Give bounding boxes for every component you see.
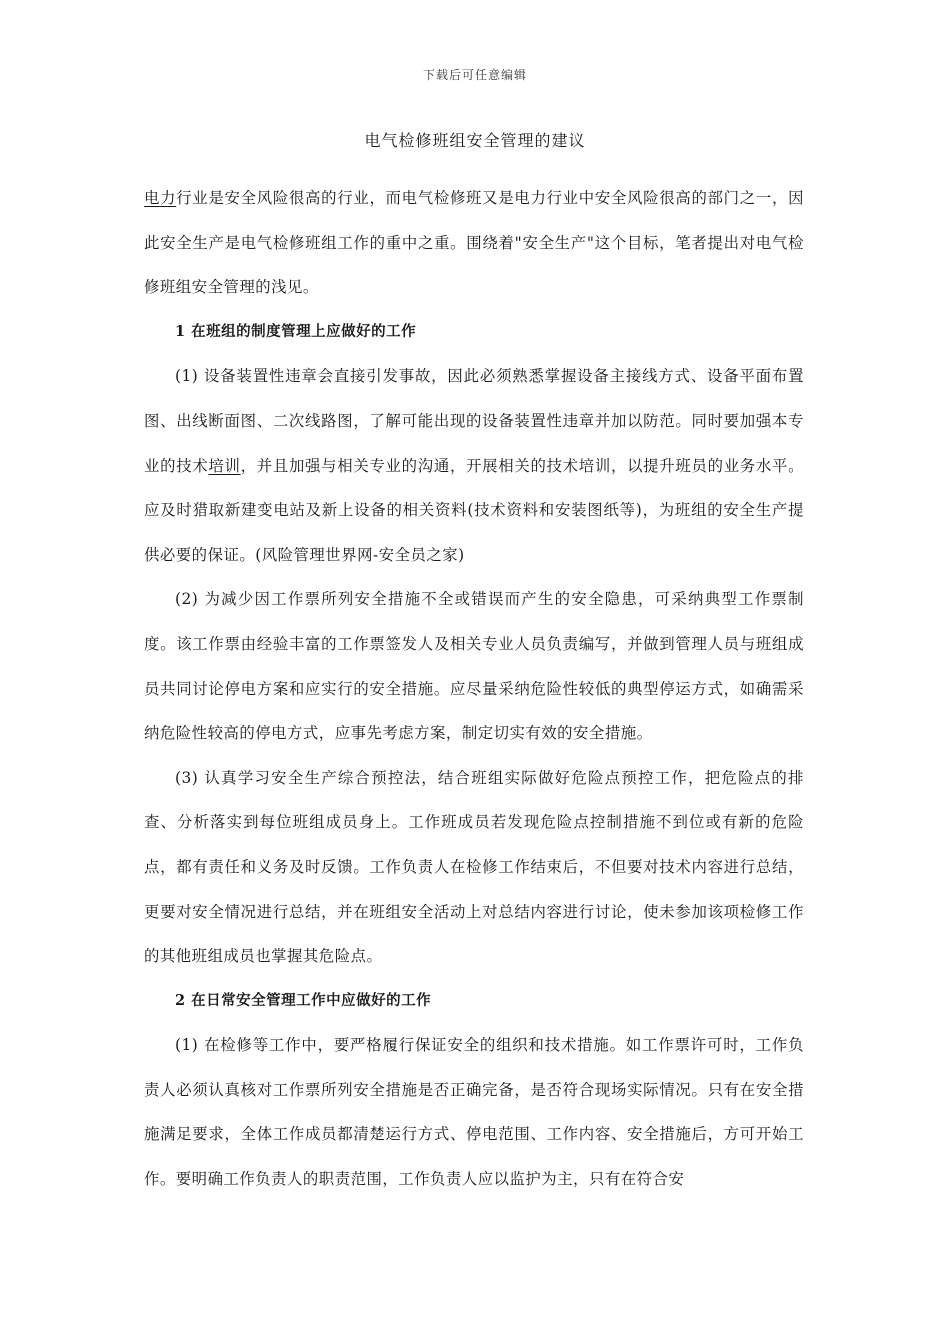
section-1-paragraph-1-text-a: (1) 设备装置性违章会直接引发事故，因此必须熟悉掌握设备主接线方式、设备平面布置图、出线断面图、二次线路图，了解可能出现的设备装置性违章并加以防范。同时要加强本专业的技术: [144, 367, 804, 475]
document-body: [144, 176, 804, 1202]
section-2-paragraph-1: (1) 在检修等工作中，要严格履行保证安全的组织和技术措施。如工作票许可时，工作负责人必须认真核对工作票所列安全措施是否正确完备，是否符合现场实际情况。只有在安全措施满足要求，全体工作成员都清楚运行方式、停电范围、工作内容、安全措施后，方可开始工作。要明确工作负责人的职责范围，工作负责人应以监护为主，只有在符合安: [144, 1036, 804, 1189]
section-1-paragraph-1: [144, 354, 804, 577]
section-2-heading: 2 在日常安全管理工作中应做好的工作: [175, 991, 432, 1009]
intro-text: 行业是安全风险很高的行业，而电气检修班又是电力行业中安全风险很高的部门之一，因此安全生产是电气检修班组工作的重中之重。围绕着"安全生产"这个目标，笔者提出对电气检修班组安全管理的浅见。: [144, 189, 804, 297]
training-link[interactable]: 培训: [208, 456, 241, 475]
intro-paragraph: [144, 176, 804, 310]
header-note: 下载后可任意编辑: [422, 68, 527, 82]
section-1-paragraph-3: (3) 认真学习安全生产综合预控法，结合班组实际做好危险点预控工作，把危险点的排查、分析落实到每位班组成员身上。工作班成员若发现危险点控制措施不到位或有新的危险点，都有责任和义务及时反馈。工作负责人在检修工作结束后，不但要对技术内容进行总结，更要对安全情况进行总结，并在班组安全活动上对总结内容进行讨论，使未参加该项检修工作的其他班组成员也掌握其危险点。: [144, 768, 804, 966]
section-1-heading: 1 在班组的制度管理上应做好的工作: [175, 322, 417, 340]
intro-link[interactable]: 电力: [144, 189, 177, 207]
section-1-paragraph-1-text-b: ，并且加强与相关专业的沟通，开展相关的技术培训，以提升班员的业务水平。应及时猎取新建变电站及新上设备的相关资料(技术资料和安装图纸等)，为班组的安全生产提供必要的保证。(风险管理世界网-安全员之家): [144, 456, 804, 564]
section-1-paragraph-2: (2) 为减少因工作票所列安全措施不全或错误而产生的安全隐患，可采纳典型工作票制度。该工作票由经验丰富的工作票签发人及相关专业人员负责编写，并做到管理人员与班组成员共同讨论停电方案和应实行的安全措施。应尽量采纳危险性较低的典型停运方式，如确需采纳危险性较高的停电方式，应事先考虑方案，制定切实有效的安全措施。: [144, 590, 804, 743]
document-title: 电气检修班组安全管理的建议: [364, 131, 586, 150]
